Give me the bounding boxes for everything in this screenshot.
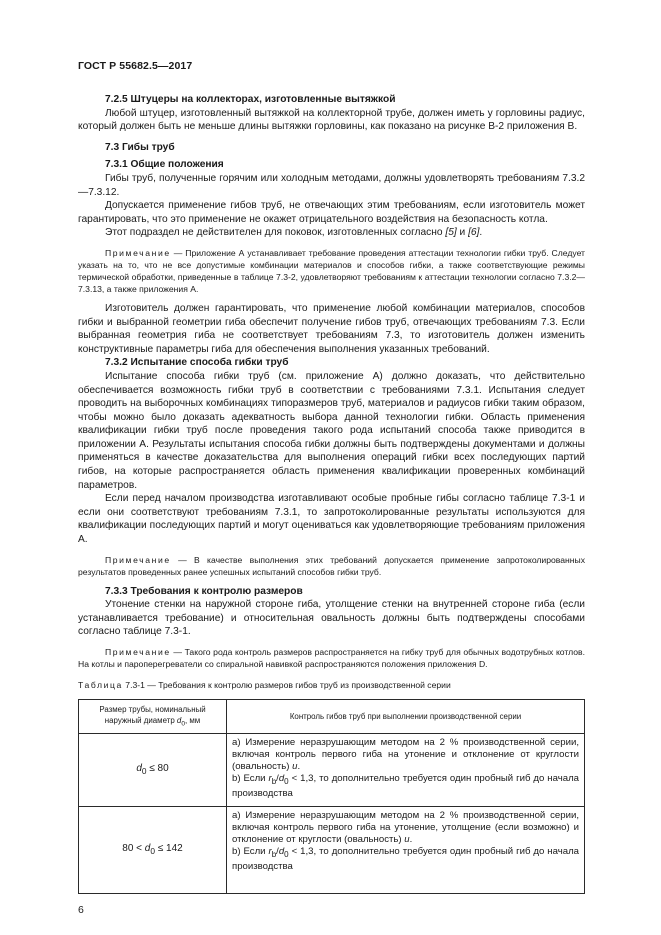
section-7-3-3-paragraph: Утонение стенки на наружной стороне гиба, утолщение стенки на внутренней стороне гиба (если устанавливается требование) и относительная овальность должны быть подтверждены способами согласно таблице 7.3-1.: [78, 599, 585, 638]
section-7-3-title: 7.3 Гибы труб: [105, 141, 175, 153]
section-7-3-2-paragraph-1: Испытание способа гибки труб (см. приложение А) должно доказать, что действительно обеспечивается возможность гибки труб в соответствии с требованиями 7.3.1. Испытания следует проводить на выборочных комбинациях типоразмеров труб, материалов и радиусов гибки таким образом, чтобы можно было доказать адекватность выбора данной технологии гибки. Область применения квалификации гибки труб после проведения такого рода испытаний способа также приводится в приложении А. Результаты испытания способа гибки должны быть подтверждены документами и должны применяться в качестве доказательства для выполнения операций гибки всех последующих партий гибов, на которые распространяется область применения квалификации проверенных комбинаций параметров.: [78, 370, 585, 491]
document-body: [78, 93, 585, 894]
note-label: Примечание: [105, 554, 171, 565]
note-7-3-2: Примечание — В качестве выполнения этих требований допускается применение запротоколированных результатов проведенных ранее успешных испытаний способов гибки труб.: [78, 554, 585, 577]
section-7-3-1-paragraph-1: Гибы труб, полученные горячим или холодным методами, должны удовлетворять требованиям 7.3.2—7.3.12.: [78, 172, 585, 198]
section-7-2-5-paragraph: Любой штуцер, изготовленный вытяжкой на коллекторной трубе, должен иметь у горловины радиус, который должен быть не меньше длины вытяжки горловины, как показано на рисунке В-2 приложения В.: [78, 107, 585, 133]
pipe-size-cell: $80 < d_0 \le 142$: [79, 807, 227, 894]
table-row: [79, 734, 585, 807]
pipe-size-cell: $d_0 \le 80$: [79, 734, 227, 807]
table-caption-label: Таблица: [78, 680, 123, 690]
note-7-3-3: Примечание — Такого рода контроль размеров распространяется на гибку труб для обычных водотрубных котлов. На котлы и пароперегреватели со спиральной навивкой распространяются положения приложения D.: [78, 647, 585, 669]
section-7-3-1-title: 7.3.1 Общие положения: [105, 159, 224, 171]
control-requirements-cell: а) Измерение неразрушающим методом на 2 % производственной серии, включая контроль первого гиба на утонение и отклонение от круглости (овальность) u. b) Если $r_b/d_0 < 1,3$, то дополнительно требуется один пробный гиб до начала производства: [227, 734, 585, 807]
section-7-3-1-paragraph-2: Допускается применение гибов труб, не отвечающих этим требованиям, если изготовитель может гарантировать, что это применение не окажет отрицательного воздействия на безопасность котла.: [78, 200, 585, 225]
page-number: 6: [78, 904, 84, 916]
column-header-bend-control: Контроль гибов труб при выполнении производственной серии: [227, 699, 585, 734]
table-caption: Таблица 7.3-1 — Требования к контролю размеров гибов труб из производственной серии: [78, 680, 451, 690]
note-label: Примечание: [105, 247, 171, 258]
section-7-3-1-paragraph-4: Изготовитель должен гарантировать, что применение любой комбинации материалов, способов гибки и выбранной геометрии гиба обеспечит получение гибов труб, отвечающих требованиям 7.3. Если выбранная геометрия гиба не соответствует требованиям 7.3, то изготовитель должен изменить конструктивные параметры гиба для обеспечения выполнения указанных требований.: [78, 302, 585, 355]
note-7-3-1: Примечание — Приложение А устанавливает требование проведения аттестации технологии гибки труб. Следует указать на то, что не все допустимые комбинации материалов и способов гибки, а также соответствующие режимы термической обработки, приведенные в таблице 7.3-2, удовлетворяют требованиям к аттестации технологии согласно 7.3.2—7.3.13, а также приложения А.: [78, 247, 585, 294]
dimension-control-table: [78, 699, 585, 895]
section-7-3-2-paragraph-2: Если перед началом производства изготавливают особые пробные гибы согласно таблице 7.3-1 и если они соответствуют требованиям 7.3.1, то запротоколированные результаты используются для квалификации последующих партий и могут оцениваться как удовлетворяющие требованиям приложения А.: [78, 493, 585, 546]
section-7-3-1-paragraph-3: Этот подраздел не действителен для поковок, изготовленных согласно [5] и [6].: [105, 227, 483, 239]
reference-5: [5]: [445, 227, 457, 239]
document-code-header: ГОСТ Р 55682.5—2017: [78, 60, 193, 72]
note-label: Примечание: [105, 647, 171, 657]
section-7-2-5-title: 7.2.5 Штуцеры на коллекторах, изготовленные вытяжкой: [105, 94, 396, 105]
table-row: [79, 807, 585, 894]
section-7-3-3-title: 7.3.3 Требования к контролю размеров: [105, 585, 303, 597]
section-7-3-2-title: 7.3.2 Испытание способа гибки труб: [105, 357, 289, 369]
table-header-row: [79, 699, 585, 734]
control-requirements-cell: а) Измерение неразрушающим методом на 2 % производственной серии, включая контроль первого гиба на утонение, утолщение (если возможно) и отклонение от круглости (овальность) u. b) Если $r_b/d_0 < 1,3$, то дополнительно требуется один пробный гиб до начала производства: [227, 807, 585, 894]
reference-6: [6]: [468, 227, 480, 239]
column-header-pipe-size: Размер трубы, номинальный наружный диаметр $d_0$, мм: [79, 699, 227, 734]
